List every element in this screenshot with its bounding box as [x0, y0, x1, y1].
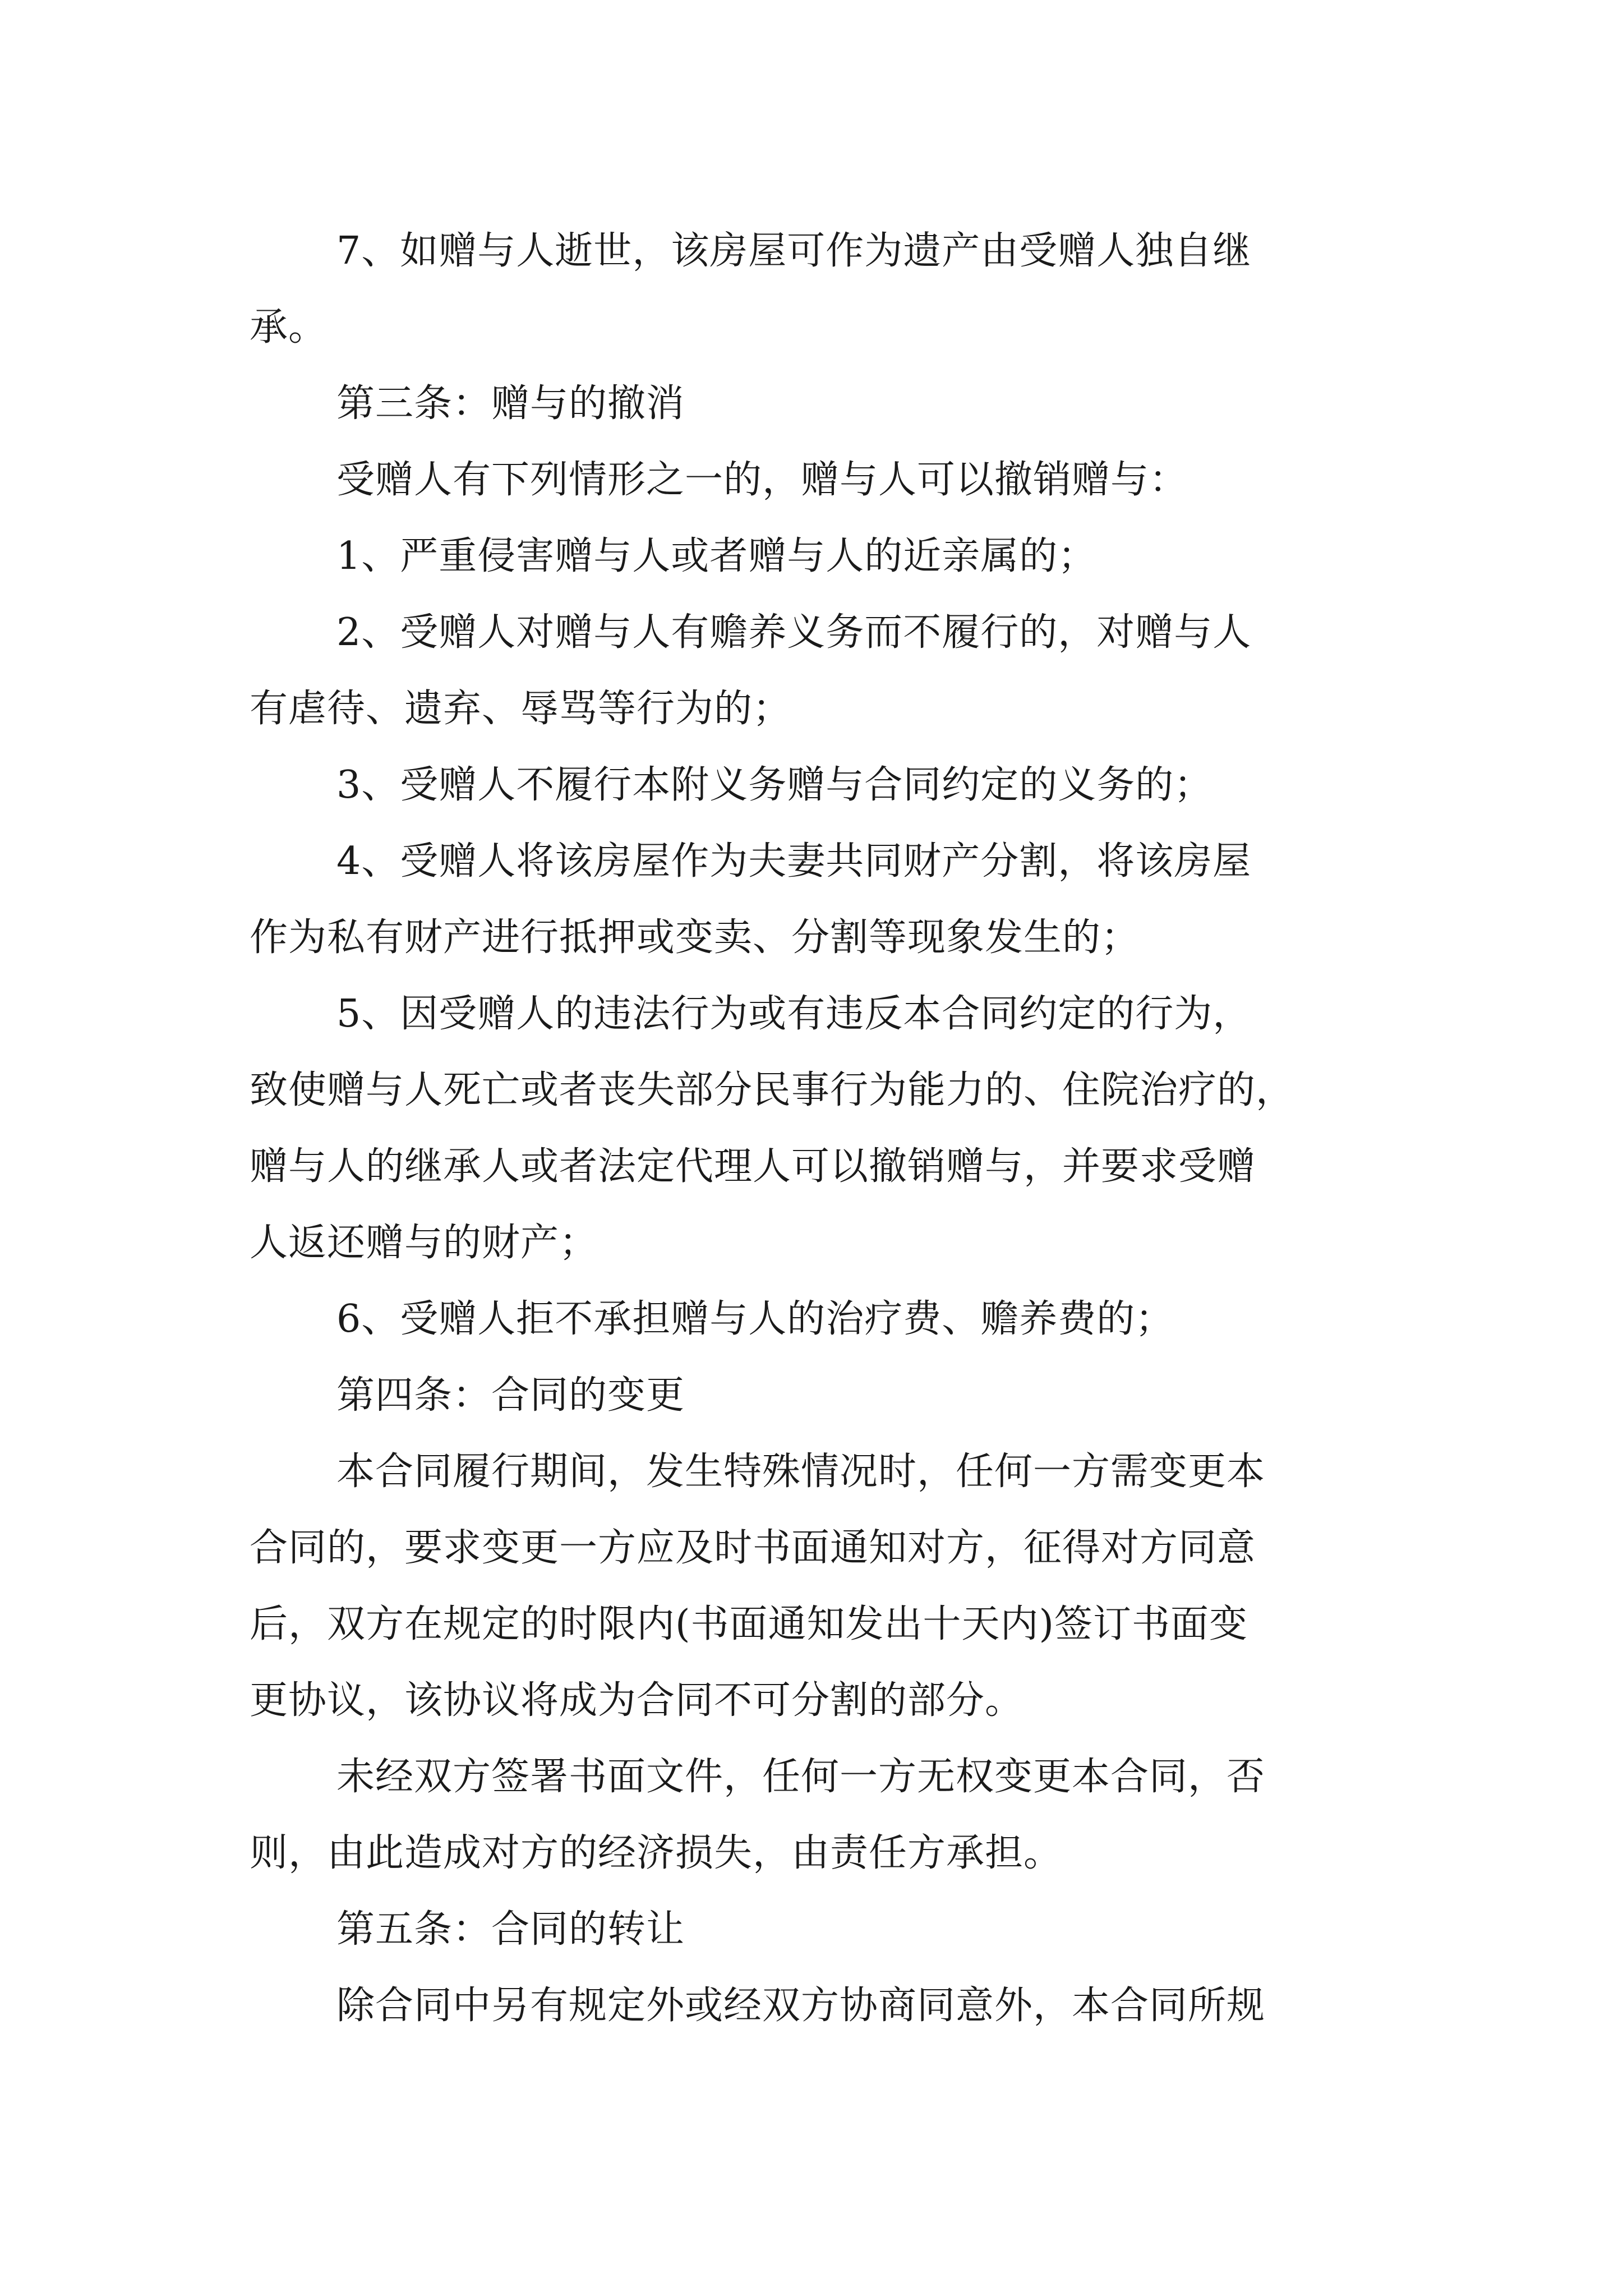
- document-page: [250, 213, 1394, 2044]
- text-line: 7、如赠与人逝世，该房屋可作为遗产由受赠人独自继: [336, 229, 1252, 273]
- text-line: 后，双方在规定的时限内(书面通知发出十天内)签订书面变: [250, 1602, 1248, 1646]
- text-line: 则，由此造成对方的经济损失，由责任方承担。: [250, 1831, 1063, 1875]
- text-line: 更协议，该协议将成为合同不可分割的部分。: [250, 1678, 1024, 1723]
- text-line: 承。: [250, 305, 328, 349]
- text-line: 3、受赠人不履行本附义务赠与合同约定的义务的；: [336, 763, 1213, 807]
- text-line: 5、因受赠人的违法行为或有违反本合同约定的行为，: [336, 992, 1252, 1036]
- text-line: 4、受赠人将该房屋作为夫妻共同财产分割，将该房屋: [336, 839, 1252, 884]
- text-line: 合同的，要求变更一方应及时书面通知对方，征得对方同意: [250, 1526, 1256, 1570]
- text-line: 6、受赠人拒不承担赠与人的治疗费、赡养费的；: [336, 1297, 1174, 1341]
- text-line: 本合同履行期间，发生特殊情况时，任何一方需变更本: [336, 1450, 1266, 1494]
- text-line: 未经双方签署书面文件，任何一方无权变更本合同，否: [336, 1755, 1266, 1799]
- section-heading: 第四条：合同的变更: [336, 1373, 685, 1418]
- text-line: 赠与人的继承人或者法定代理人可以撤销赠与，并要求受赠: [250, 1144, 1256, 1189]
- text-line: 受赠人有下列情形之一的，赠与人可以撤销赠与：: [336, 458, 1188, 502]
- text-line: 除合同中另有规定外或经双方协商同意外，本合同所规: [336, 1984, 1266, 2028]
- text-line: 2、受赠人对赠与人有赡养义务而不履行的，对赠与人: [336, 610, 1252, 655]
- text-line: 人返还赠与的财产；: [250, 1221, 598, 1265]
- text-line: 有虐待、遗弃、辱骂等行为的；: [250, 687, 792, 731]
- section-heading: 第三条：赠与的撤消: [336, 381, 685, 426]
- section-heading: 第五条：合同的转让: [336, 1907, 685, 1952]
- text-line: 致使赠与人死亡或者丧失部分民事行为能力的、住院治疗的，: [250, 1068, 1295, 1112]
- text-line: 1、严重侵害赠与人或者赠与人的近亲属的；: [336, 534, 1097, 578]
- text-line: 作为私有财产进行抵押或变卖、分割等现象发生的；: [250, 915, 1140, 960]
